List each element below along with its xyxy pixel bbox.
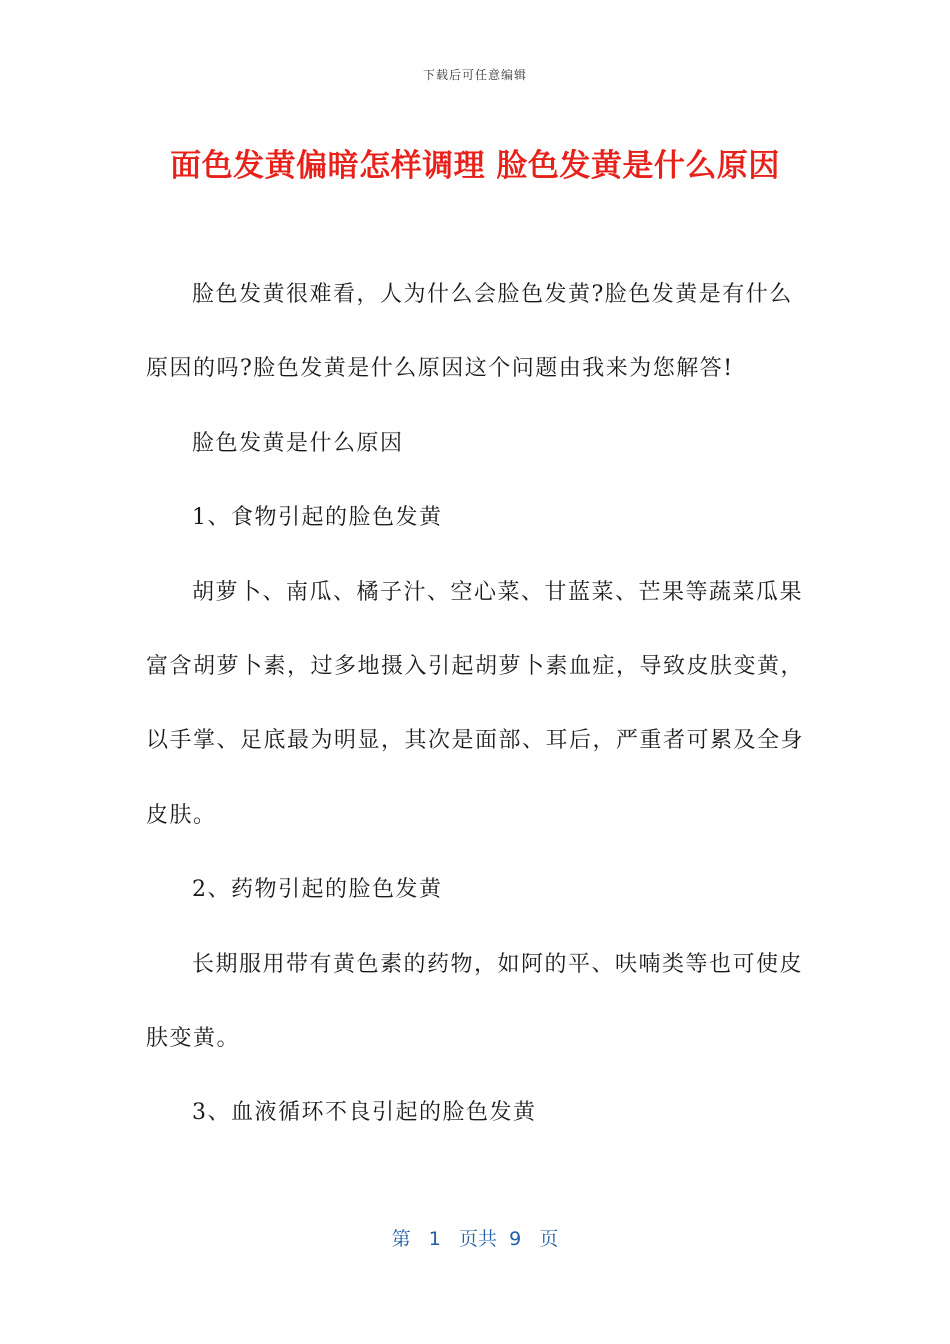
paragraph-intro: 脸色发黄很难看，人为什么会脸色发黄?脸色发黄是有什么原因的吗?脸色发黄是什么原因这个问题由我来为您解答! [146,282,793,382]
paragraph-drug-cause: 长期服用带有黄色素的药物，如阿的平、呋喃类等也可使皮肤变黄。 [146,951,804,1052]
paragraph-food-cause: 胡萝卜、南瓜、橘子汁、空心菜、甘蓝菜、芒果等蔬菜瓜果富含胡萝卜素，过多地摄入引起胡萝卜素血症，导致皮肤变黄，以手掌、足底最为明显，其次是面部、耳后，严重者可累及全身皮肤。 [146,579,805,828]
document-body [146,258,806,1151]
paragraph-heading: 脸色发黄是什么原因 [192,430,404,456]
page-footer [0,1224,950,1251]
header-note: 下载后可任意编辑 [422,68,527,82]
paragraph-section-3: 3、血液循环不良引起的脸色发黄 [192,1100,537,1126]
footer-total-pages: 9 [509,1228,522,1250]
footer-middle: 页共 [459,1228,498,1250]
paragraph-section-2: 2、药物引起的脸色发黄 [192,877,443,903]
footer-prefix: 第 [391,1228,411,1250]
paragraph-section-1: 1、食物引起的脸色发黄 [192,505,443,531]
document-title: 面色发黄偏暗怎样调理 脸色发黄是什么原因 [170,148,780,184]
footer-current-page: 1 [428,1228,441,1250]
footer-suffix: 页 [539,1228,559,1250]
